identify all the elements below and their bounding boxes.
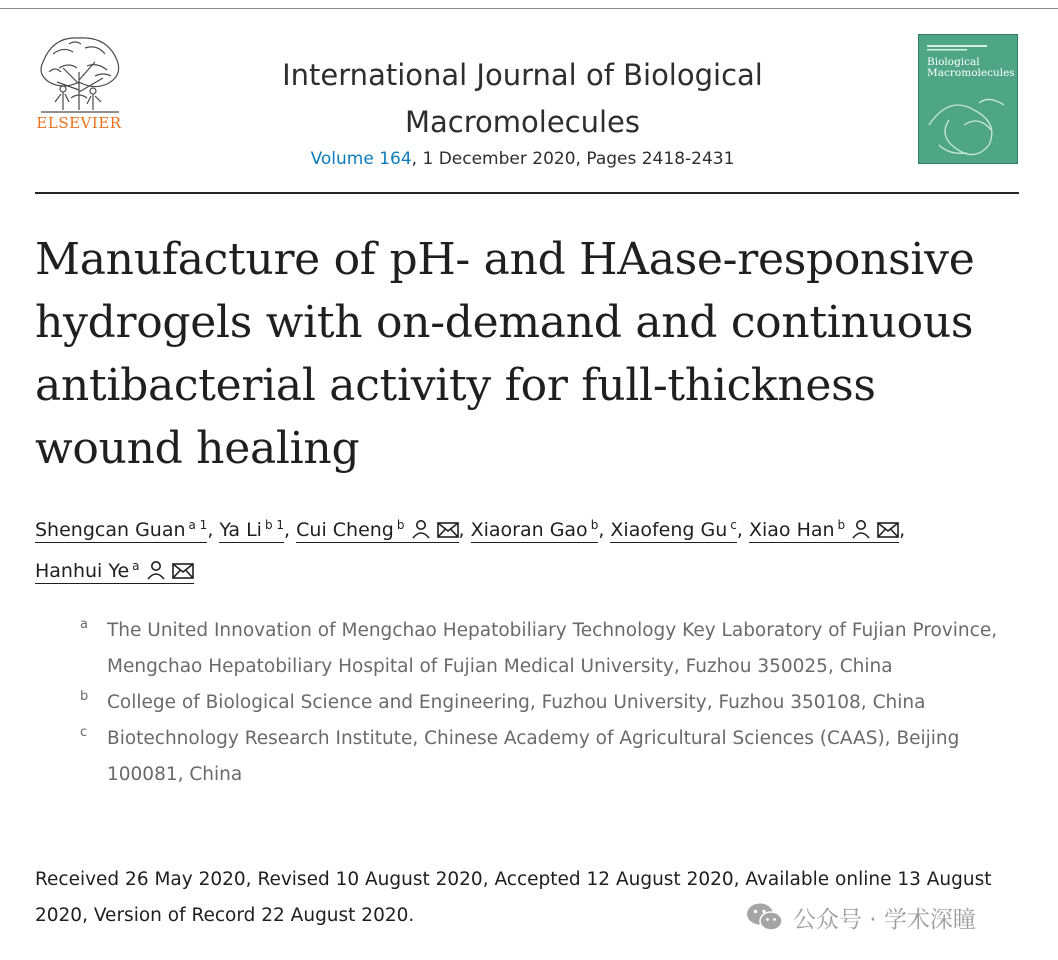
article-title: Manufacture of pH- and HAase-responsive hydrogels with on-demand and continuous antibacterial activity for full-thickness wound healing (35, 234, 975, 474)
header-divider (35, 192, 1019, 194)
author-link[interactable] (610, 519, 736, 543)
author-affiliation-marker: c (730, 518, 737, 532)
cover-title: Biological Macromolecules (927, 56, 1015, 79)
author-link[interactable] (749, 519, 899, 543)
person-icon (851, 519, 871, 539)
author-name: Cui Cheng (296, 519, 394, 541)
author-name: Ya Li (219, 519, 262, 541)
author-link[interactable] (35, 519, 207, 543)
author-affiliation-marker: b (837, 518, 846, 532)
author-affiliation-marker: a 1 (188, 518, 208, 532)
author-name: Hanhui Ye (35, 560, 130, 582)
person-icon (411, 519, 431, 539)
issue-pages: , 1 December 2020, Pages 2418-2431 (411, 149, 735, 169)
wechat-watermark (745, 900, 976, 934)
top-rule (0, 8, 1058, 9)
author-name: Shengcan Guan (35, 519, 186, 541)
affiliation-label: b (80, 689, 89, 704)
affiliation-label: c (80, 725, 88, 740)
elsevier-tree-icon (33, 32, 125, 114)
envelope-icon (877, 521, 899, 539)
author-name: Xiao Han (748, 519, 835, 541)
volume-link[interactable]: Volume 164 (310, 149, 412, 169)
envelope-icon (172, 562, 194, 580)
affiliation-list (80, 613, 1010, 793)
cover-molecule-art (919, 85, 1018, 164)
author-affiliation-marker: b 1 (264, 518, 285, 532)
publisher-name: ELSEVIER (36, 114, 122, 132)
article-history-dates: Received 26 May 2020, Revised 10 August 2020, Accepted 12 August 2020, Available online 13 August 2020, Version of Record 22 August 2020. (35, 869, 992, 926)
wechat-icon (745, 902, 785, 932)
watermark-text: 公众号 · 学术深瞳 (793, 906, 976, 933)
cover-header-lines (927, 43, 1011, 53)
journal-title[interactable]: International Journal of Biological Macromolecules (282, 58, 763, 139)
person-icon (146, 560, 166, 580)
affiliation-text: College of Biological Science and Engineering, Fuzhou University, Fuzhou 350108, China (107, 692, 926, 713)
affiliation-label: a (80, 617, 88, 632)
author-list: Shengcan Guan $^{a 1}$, Ya Li $^{b 1}$, Cui Cheng $^b$ , Xiaoran Gao $^b$, Xiaofeng Gu $^c$, Xiao Han $^b$ , Hanhui Ye $^a$ (35, 518, 906, 582)
author-affiliation-marker: b (590, 518, 599, 532)
affiliation-text: The United Innovation of Mengchao Hepatobiliary Technology Key Laboratory of Fujian Province, Mengchao Hepatobiliary Hospital of Fujian Medical University, Fuzhou 350025, China (107, 620, 998, 677)
journal-cover-thumbnail[interactable] (918, 34, 1018, 164)
author-link[interactable] (471, 519, 599, 543)
elsevier-logo[interactable] (33, 32, 125, 134)
envelope-icon (437, 521, 459, 539)
author-name: Xiaofeng Gu (610, 519, 728, 541)
author-link[interactable] (35, 560, 194, 584)
affiliation-text: Biotechnology Research Institute, Chinese Academy of Agricultural Sciences (CAAS), Beijing 100081, China (107, 728, 960, 785)
volume-info (250, 149, 795, 169)
author-link[interactable] (296, 519, 458, 543)
author-name: Xiaoran Gao (470, 519, 588, 541)
author-affiliation-marker: b (396, 518, 405, 532)
affiliation-item (80, 685, 1010, 721)
author-link[interactable] (219, 519, 284, 543)
affiliation-item (80, 613, 1010, 685)
affiliation-item (80, 721, 1010, 793)
author-affiliation-marker: a (132, 559, 140, 573)
